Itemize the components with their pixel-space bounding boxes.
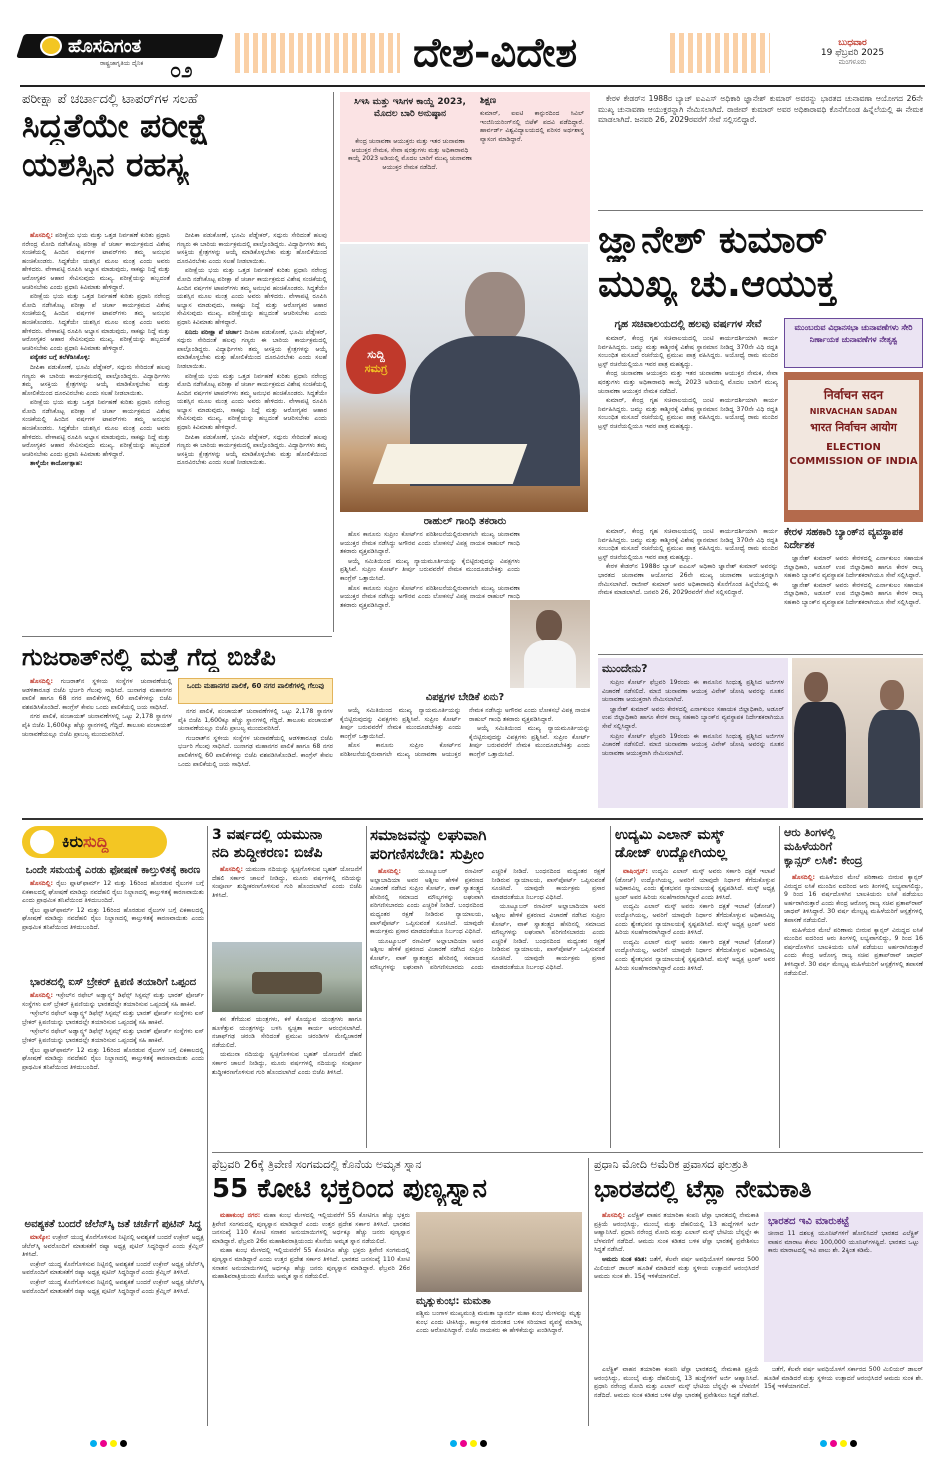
sc-divider bbox=[610, 826, 611, 1148]
next-rule bbox=[598, 654, 923, 655]
cec-home-text: ಕುಮಾರ್, ಕೇಂದ್ರ ಗೃಹ ಸಚಿವಾಲಯದಲ್ಲಿ ಜಂಟಿ ಕಾರ್ಯದರ್ಶಿಯಾಗಿ ಕಾರ್ಯ ನಿರ್ವಹಿಸಿದ್ದರು. ಜಮ್ಮು ಮತ್ತು ಕಾಶ್ಮೀರಕ್ಕೆ ವಿಶೇಷ ಸ್ಥಾನಮಾನ ನೀಡಿದ್ದ 370ನೇ ವಿಧಿ ರದ್ದತಿ ಸಂಬಂಧಿತ ಮಸೂದೆ ರಚನೆಯಲ್ಲಿ ಪ್ರಮುಖ ಪಾತ್ರ ವಹಿಸಿದ್ದರು. ಅಯೋಧ್ಯೆ ರಾಮ ಮಂದಿರ ಟ್ರಸ್ಟ್ ರಚನೆಯಲ್ಲಿಯೂ ಇವರ ಪಾತ್ರ ಮಹತ್ವದ್ದು. ಕೇಂದ್ರ ಚುನಾವಣಾ ಆಯುಕ್ತರು ಮತ್ತು ಇತರ ಚುನಾವಣಾ ಆಯುಕ್ತರ ನೇಮಕ, ಸೇವಾ ಷರತ್ತುಗಳು ಮತ್ತು ಅಧಿಕಾರಾವಧಿ ಕಾಯ್ದೆ 2023 ಅಡಿಯಲ್ಲಿ ಮೊದಲ ಬಾರಿಗೆ ಮುಖ್ಯ ಚುನಾವಣಾ ಆಯುಕ್ತರ ನೇಮಕ ನಡೆದಿದೆ. ಕುಮಾರ್, ಕೇಂದ್ರ ಗೃಹ ಸಚಿವಾಲಯದಲ್ಲಿ ಜಂಟಿ ಕಾರ್ಯದರ್ಶಿಯಾಗಿ ಕಾರ್ಯ ನಿರ್ವಹಿಸಿದ್ದರು. ಜಮ್ಮು ಮತ್ತು ಕಾಶ್ಮೀರಕ್ಕೆ ವಿಶೇಷ ಸ್ಥಾನಮಾನ ನೀಡಿದ್ದ 370ನೇ ವಿಧಿ ರದ್ದತಿ ಸಂಬಂಧಿತ ಮಸೂದೆ ರಚನೆಯಲ್ಲಿ ಪ್ರಮುಖ ಪಾತ್ರ ವಹಿಸಿದ್ದರು. ಅಯೋಧ್ಯೆ ರಾಮ ಮಂದಿರ ಟ್ರಸ್ಟ್ ರಚನೆಯಲ್ಲಿಯೂ ಇವರ ಪಾತ್ರ ಮಹತ್ವದ್ದು. bbox=[598, 335, 778, 430]
yamuna-divider bbox=[366, 826, 367, 1148]
kiru-item-text: ಮಾಸ್ಕೋ: ಉಕ್ರೇನ್ ಯುದ್ಧ ಕೊನೆಗೊಳಿಸುವ ನಿಟ್ಟಿನಲ್ಲಿ ಅವಶ್ಯಕತೆ ಬಂದರೆ ಉಕ್ರೇನ್ ಅಧ್ಯಕ್ಷ ಜೆಲೆನ್‌ಸ್ಕಿ ಅವರೊಂದಿಗೆ ಮಾತುಕತೆಗೆ ರಷ್ಯಾ ಅಧ್ಯಕ್ಷ ಪುಟಿನ್ ಸಿದ್ಧರಿದ್ದಾರೆ ಎಂದು ಕ್ರೆಮ್ಲಿನ್ ತಿಳಿಸಿದೆ. ಉಕ್ರೇನ್ ಯುದ್ಧ ಕೊನೆಗೊಳಿಸುವ ನಿಟ್ಟಿನಲ್ಲಿ ಅವಶ್ಯಕತೆ ಬಂದರೆ ಉಕ್ರೇನ್ ಅಧ್ಯಕ್ಷ ಜೆಲೆನ್‌ಸ್ಕಿ ಅವರೊಂದಿಗೆ ಮಾತುಕತೆಗೆ ರಷ್ಯಾ ಅಧ್ಯಕ್ಷ ಪುಟಿನ್ ಸಿದ್ಧರಿದ್ದಾರೆ ಎಂದು ಕ್ರೆಮ್ಲಿನ್ ತಿಳಿಸಿದೆ. ಉಕ್ರೇನ್ ಯುದ್ಧ ಕೊನೆಗೊಳಿಸುವ ನಿಟ್ಟಿನಲ್ಲಿ ಅವಶ್ಯಕತೆ ಬಂದರೆ ಉಕ್ರೇನ್ ಅಧ್ಯಕ್ಷ ಜೆಲೆನ್‌ಸ್ಕಿ ಅವರೊಂದಿಗೆ ಮಾತುಕತೆಗೆ ರಷ್ಯಾ ಅಧ್ಯಕ್ಷ ಪುಟಿನ್ ಸಿದ್ಧರಿದ್ದಾರೆ ಎಂದು ಕ್ರೆಮ್ಲಿನ್ ತಿಳಿಸಿದೆ. bbox=[22, 1234, 204, 1295]
rahul-text: ಹೊಸ ಕಾನೂನು ಸುಪ್ರೀಂ ಕೋರ್ಟ್‌ನ ಪರಿಶೀಲನೆಯಲ್ಲಿರುವಾಗಲೇ ಮುಖ್ಯ ಚುನಾವಣಾ ಆಯುಕ್ತರ ನೇಮಕ ನಡೆಸಿದ್ದು ಅಗೌರವ ಎಂದು ಲೋಕಸಭೆ ವಿಪಕ್ಷ ನಾಯಕ ರಾಹುಲ್ ಗಾಂಧಿ ತಕರಾರು ವ್ಯಕ್ತಪಡಿಸಿದ್ದಾರೆ. ಆಯ್ಕೆ ಸಮಿತಿಯಿಂದ ಮುಖ್ಯ ನ್ಯಾಯಮೂರ್ತಿಯನ್ನು ಕೈಬಿಟ್ಟಿರುವುದನ್ನು ವಿಪಕ್ಷಗಳು ಪ್ರಶ್ನಿಸಿವೆ. ಸುಪ್ರೀಂ ಕೋರ್ಟ್ ತೀರ್ಪು ಬರುವವರೆಗೆ ನೇಮಕ ಮುಂದೂಡಬೇಕಿತ್ತು ಎಂದು ಕಾಂಗ್ರೆಸ್ ಒತ್ತಾಯಿಸಿದೆ. ಹೊಸ ಕಾನೂನು ಸುಪ್ರೀಂ ಕೋರ್ಟ್‌ನ ಪರಿಶೀಲನೆಯಲ್ಲಿರುವಾಗಲೇ ಮುಖ್ಯ ಚುನಾವಣಾ ಆಯುಕ್ತರ ನೇಮಕ ನಡೆಸಿದ್ದು ಅಗೌರವ ಎಂದು ಲೋಕಸಭೆ ವಿಪಕ್ಷ ನಾಯಕ ರಾಹುಲ್ ಗಾಂಧಿ ತಕರಾರು ವ್ಯಕ್ತಪಡಿಸಿದ್ದಾರೆ. bbox=[340, 531, 520, 609]
sign-line-1: निर्वाचन सदन bbox=[823, 388, 884, 402]
orange-stripe-right bbox=[670, 33, 770, 73]
megaphone-icon bbox=[30, 830, 54, 854]
kiru-item-text: ಹೊಸದಿಲ್ಲಿ: ಇಸ್ರೇಲ್‌ನ ರಫೇಲ್ ಅಡ್ವಾನ್ಸ್ಡ್ ಡಿಫೆನ್ಸ್ ಸಿಸ್ಟಮ್ಸ್ ಮತ್ತು ಭಾರತ್ ಫೋರ್ಜ್ ಸಂಸ್ಥೆಗಳು ಐಸ್ ಬ್ರೇಕರ್ ಕ್ಷಿಪಣಿಯನ್ನು ಭಾರತದಲ್ಲೇ ತಯಾರಿಸುವ ಒಪ್ಪಂದಕ್ಕೆ ಸಹಿ ಹಾಕಿವೆ. ಇಸ್ರೇಲ್‌ನ ರಫೇಲ್ ಅಡ್ವಾನ್ಸ್ಡ್ ಡಿಫೆನ್ಸ್ ಸಿಸ್ಟಮ್ಸ್ ಮತ್ತು ಭಾರತ್ ಫೋರ್ಜ್ ಸಂಸ್ಥೆಗಳು ಐಸ್ ಬ್ರೇಕರ್ ಕ್ಷಿಪಣಿಯನ್ನು ಭಾರತದಲ್ಲೇ ತಯಾರಿಸುವ ಒಪ್ಪಂದಕ್ಕೆ ಸಹಿ ಹಾಕಿವೆ. ಇಸ್ರೇಲ್‌ನ ರಫೇಲ್ ಅಡ್ವಾನ್ಸ್ಡ್ ಡಿಫೆನ್ಸ್ ಸಿಸ್ಟಮ್ಸ್ ಮತ್ತು ಭಾರತ್ ಫೋರ್ಜ್ ಸಂಸ್ಥೆಗಳು ಐಸ್ ಬ್ರೇಕರ್ ಕ್ಷಿಪಣಿಯನ್ನು ಭಾರತದಲ್ಲೇ ತಯಾರಿಸುವ ಒಪ್ಪಂದಕ್ಕೆ ಸಹಿ ಹಾಕಿವೆ. ರೈಲು ಪ್ಲಾಟ್‌ಫಾರ್ಮ್ 12 ಮತ್ತು 16ರಿಂದ ಹೊರಡುವ ರೈಲುಗಳ ಬಗ್ಗೆ ಏಕಕಾಲದಲ್ಲಿ ಘೋಷಣೆ ಮಾಡಿದ್ದು ನವದೆಹಲಿ ರೈಲು ನಿಲ್ದಾಣದಲ್ಲಿ ಕಾಲ್ತುಳಿತಕ್ಕೆ ಕಾರಣವಾಯಿತು ಎಂದು ಪ್ರಾಥಮಿಕ ತನಿಖೆಯಿಂದ ತಿಳಿದುಬಂದಿದೆ. bbox=[22, 992, 204, 1071]
cec-home bbox=[598, 318, 778, 535]
kiru-item-head: ಅವಶ್ಯಕತೆ ಬಂದರೆ ಜೆಲೆನ್‌ಸ್ಕಿ ಜತೆ ಚರ್ಚೆಗೆ ಪುಟಿನ್ ಸಿದ್ಧ bbox=[24, 1219, 202, 1230]
kerala-text: ಜ್ಞಾನೇಶ್ ಕುಮಾರ್ ಅವರು ಕೇರಳದಲ್ಲಿ ಎರ್ನಾಕುಲಂ ಸಹಾಯಕ ಜಿಲ್ಲಾಧಿಕಾರಿ, ಅಡೂರ್ ಉಪ ಜಿಲ್ಲಾಧಿಕಾರಿ ಹಾಗೂ ಕೇರಳ ರಾಜ್ಯ ಸಹಕಾರಿ ಬ್ಯಾಂಕ್‌ನ ವ್ಯವಸ್ಥಾಪಕ ನಿರ್ದೇಶಕರಾಗಿಯೂ ಸೇವೆ ಸಲ್ಲಿಸಿದ್ದಾರೆ. ಜ್ಞಾನೇಶ್ ಕುಮಾರ್ ಅವರು ಕೇರಳದಲ್ಲಿ ಎರ್ನಾಕುಲಂ ಸಹಾಯಕ ಜಿಲ್ಲಾಧಿಕಾರಿ, ಅಡೂರ್ ಉಪ ಜಿಲ್ಲಾಧಿಕಾರಿ ಹಾಗೂ ಕೇರಳ ರಾಜ್ಯ ಸಹಕಾರಿ ಬ್ಯಾಂಕ್‌ನ ವ್ಯವಸ್ಥಾಪಕ ನಿರ್ದೇಶಕರಾಗಿಯೂ ಸೇವೆ ಸಲ್ಲಿಸಿದ್ದಾರೆ. bbox=[784, 555, 923, 606]
boat-shape bbox=[252, 972, 322, 994]
musk-text: ವಾಷಿಂಗ್ಟನ್: ಉದ್ಯಮಿ ಎಲಾನ್ ಮಸ್ಕ್ ಅವರು ಸರ್ಕಾರಿ ದಕ್ಷತೆ ಇಲಾಖೆ (ಡೋಜ್) ಉದ್ಯೋಗಿಯಲ್ಲ, ಅವರಿಗೆ ಯಾವುದೇ ನಿರ್ಧಾರ ತೆಗೆದುಕೊಳ್ಳುವ ಅಧಿಕಾರವಿಲ್ಲ ಎಂದು ಶ್ವೇತಭವನ ನ್ಯಾಯಾಲಯಕ್ಕೆ ಸ್ಪಷ್ಟಪಡಿಸಿದೆ. ಮಸ್ಕ್ ಅಧ್ಯಕ್ಷ ಟ್ರಂಪ್ ಅವರ ಹಿರಿಯ ಸಲಹೆಗಾರರಾಗಿದ್ದಾರೆ ಎಂದು ತಿಳಿಸಿದೆ. ಉದ್ಯಮಿ ಎಲಾನ್ ಮಸ್ಕ್ ಅವರು ಸರ್ಕಾರಿ ದಕ್ಷತೆ ಇಲಾಖೆ (ಡೋಜ್) ಉದ್ಯೋಗಿಯಲ್ಲ, ಅವರಿಗೆ ಯಾವುದೇ ನಿರ್ಧಾರ ತೆಗೆದುಕೊಳ್ಳುವ ಅಧಿಕಾರವಿಲ್ಲ ಎಂದು ಶ್ವೇತಭವನ ನ್ಯಾಯಾಲಯಕ್ಕೆ ಸ್ಪಷ್ಟಪಡಿಸಿದೆ. ಮಸ್ಕ್ ಅಧ್ಯಕ್ಷ ಟ್ರಂಪ್ ಅವರ ಹಿರಿಯ ಸಲಹೆಗಾರರಾಗಿದ್ದಾರೆ ಎಂದು ತಿಳಿಸಿದೆ. ಉದ್ಯಮಿ ಎಲಾನ್ ಮಸ್ಕ್ ಅವರು ಸರ್ಕಾರಿ ದಕ್ಷತೆ ಇಲಾಖೆ (ಡೋಜ್) ಉದ್ಯೋಗಿಯಲ್ಲ, ಅವರಿಗೆ ಯಾವುದೇ ನಿರ್ಧಾರ ತೆಗೆದುಕೊಳ್ಳುವ ಅಧಿಕಾರವಿಲ್ಲ ಎಂದು ಶ್ವೇತಭವನ ನ್ಯಾಯಾಲಯಕ್ಕೆ ಸ್ಪಷ್ಟಪಡಿಸಿದೆ. ಮಸ್ಕ್ ಅಧ್ಯಕ್ಷ ಟ್ರಂಪ್ ಅವರ ಹಿರಿಯ ಸಲಹೆಗಾರರಾಗಿದ್ದಾರೆ ಎಂದು ತಿಳಿಸಿದೆ. bbox=[615, 868, 775, 972]
cancer-headline-1: ಆರು ತಿಂಗಳಲ್ಲಿ bbox=[784, 826, 836, 839]
gujarat-col-1: ಹೊಸದಿಲ್ಲಿ: ಗುಜರಾತ್‌ನ ಸ್ಥಳೀಯ ಸಂಸ್ಥೆಗಳ ಚುನಾವಣೆಯಲ್ಲಿ ಆಡಳಿತಾರೂಢ ಬಿಜೆಪಿ ಭರ್ಜರಿ ಗೆಲುವು ಸಾಧಿಸಿದೆ. ಜುನಾಗಢ ಮಹಾನಗರ ಪಾಲಿಕೆ ಹಾಗೂ 68 ನಗರ ಪಾಲಿಕೆಗಳಲ್ಲಿ 60 ಪಾಲಿಕೆಗಳನ್ನು ಬಿಜೆಪಿ ವಶಪಡಿಸಿಕೊಂಡಿದೆ. ಕಾಂಗ್ರೆಸ್ ಕೇವಲ ಒಂದು ಪಾಲಿಕೆಯಲ್ಲಿ ಜಯ ಸಾಧಿಸಿದೆ. ನಗರ ಪಾಲಿಕೆ, ಪಂಚಾಯತ್ ಚುನಾವಣೆಗಳಲ್ಲಿ ಒಟ್ಟು 2,178 ಸ್ಥಾನಗಳ ಪೈಕಿ ಬಿಜೆಪಿ 1,600ಕ್ಕೂ ಹೆಚ್ಚು ಸ್ಥಾನಗಳಲ್ಲಿ ಗೆದ್ದಿದೆ. ತಾಲೂಕು ಪಂಚಾಯತ್ ಚುನಾವಣೆಯಲ್ಲೂ ಬಿಜೆಪಿ ಪ್ರಾಬಲ್ಯ ಮುಂದುವರಿಸಿದೆ. bbox=[22, 678, 172, 738]
kumbh-photo bbox=[416, 1212, 582, 1292]
cec-headline-2: ಮುಖ್ಯ ಚು.ಆಯುಕ್ತ bbox=[598, 262, 837, 305]
yamuna-headline-2: ನದಿ ಶುದ್ಧೀಕರಣ: ಬಿಜೆಪಿ bbox=[212, 845, 323, 861]
exam-col-2: ದೀಪಿಕಾ ಪಡುಕೋಣೆ, ಭೂಮಿ ಪೆಡ್ನೇಕರ್, ಸದ್ಗುರು ಸೇರಿದಂತೆ ಹಲವು ಗಣ್ಯರು ಈ ಬಾರಿಯ ಕಾರ್ಯಕ್ರಮದಲ್ಲಿ ಪಾಲ್ಗೊಂಡಿದ್ದರು. ವಿದ್ಯಾರ್ಥಿಗಳು ತಮ್ಮ ಆಸಕ್ತಿಯ ಕ್ಷೇತ್ರಗಳನ್ನು ಆಯ್ಕೆ ಮಾಡಿಕೊಳ್ಳಬೇಕು ಮತ್ತು ಹೋಲಿಕೆಯಿಂದ ದೂರವಿರಬೇಕು ಎಂದು ಸಲಹೆ ನೀಡಲಾಯಿತು. ಪರೀಕ್ಷೆಯ ಭಯ ಮತ್ತು ಒತ್ತಡ ನಿರ್ವಹಣೆ ಕುರಿತು ಪ್ರಧಾನಿ ನರೇಂದ್ರ ಮೋದಿ ನಡೆಸಿಕೊಟ್ಟ ಪರೀಕ್ಷಾ ಪೆ ಚರ್ಚಾ ಕಾರ್ಯಕ್ರಮದ ವಿಶೇಷ ಸಂಚಿಕೆಯಲ್ಲಿ ಹಿಂದಿನ ವರ್ಷಗಳ ಟಾಪರ್‌ಗಳು ತಮ್ಮ ಅನುಭವ ಹಂಚಿಕೊಂಡರು. ಸಿದ್ಧತೆಯೇ ಯಶಸ್ಸಿನ ಮೂಲ ಮಂತ್ರ ಎಂದು ಅವರು ಹೇಳಿದರು. ವೇಳಾಪಟ್ಟಿ ರೂಪಿಸಿ ಅಭ್ಯಾಸ ಮಾಡುವುದು, ಸಾಕಷ್ಟು ನಿದ್ದೆ ಮತ್ತು ಆರೋಗ್ಯಕರ ಆಹಾರ ಸೇವಿಸುವುದು ಮುಖ್ಯ. ಪರೀಕ್ಷೆಯನ್ನು ಹಬ್ಬದಂತೆ ಆಚರಿಸಬೇಕು ಎಂದು ಪ್ರಧಾನಿ ಕಿವಿಮಾತು ಹೇಳಿದ್ದಾರೆ. ಏನಿದು ಪರೀಕ್ಷಾ ಪೆ ಚರ್ಚಾ: ದೀಪಿಕಾ ಪಡುಕೋಣೆ, ಭೂಮಿ ಪೆಡ್ನೇಕರ್, ಸದ್ಗುರು ಸೇರಿದಂತೆ ಹಲವು ಗಣ್ಯರು ಈ ಬಾರಿಯ ಕಾರ್ಯಕ್ರಮದಲ್ಲಿ ಪಾಲ್ಗೊಂಡಿದ್ದರು. ವಿದ್ಯಾರ್ಥಿಗಳು ತಮ್ಮ ಆಸಕ್ತಿಯ ಕ್ಷೇತ್ರಗಳನ್ನು ಆಯ್ಕೆ ಮಾಡಿಕೊಳ್ಳಬೇಕು ಮತ್ತು ಹೋಲಿಕೆಯಿಂದ ದೂರವಿರಬೇಕು ಎಂದು ಸಲಹೆ ನೀಡಲಾಯಿತು. ಪರೀಕ್ಷೆಯ ಭಯ ಮತ್ತು ಒತ್ತಡ ನಿರ್ವಹಣೆ ಕುರಿತು ಪ್ರಧಾನಿ ನರೇಂದ್ರ ಮೋದಿ ನಡೆಸಿಕೊಟ್ಟ ಪರೀಕ್ಷಾ ಪೆ ಚರ್ಚಾ ಕಾರ್ಯಕ್ರಮದ ವಿಶೇಷ ಸಂಚಿಕೆಯಲ್ಲಿ ಹಿಂದಿನ ವರ್ಷಗಳ ಟಾಪರ್‌ಗಳು ತಮ್ಮ ಅನುಭವ ಹಂಚಿಕೊಂಡರು. ಸಿದ್ಧತೆಯೇ ಯಶಸ್ಸಿನ ಮೂಲ ಮಂತ್ರ ಎಂದು ಅವರು ಹೇಳಿದರು. ವೇಳಾಪಟ್ಟಿ ರೂಪಿಸಿ ಅಭ್ಯಾಸ ಮಾಡುವುದು, ಸಾಕಷ್ಟು ನಿದ್ದೆ ಮತ್ತು ಆರೋಗ್ಯಕರ ಆಹಾರ ಸೇವಿಸುವುದು ಮುಖ್ಯ. ಪರೀಕ್ಷೆಯನ್ನು ಹಬ್ಬದಂತೆ ಆಚರಿಸಬೇಕು ಎಂದು ಪ್ರಧಾನಿ ಕಿವಿಮಾತು ಹೇಳಿದ್ದಾರೆ. ದೀಪಿಕಾ ಪಡುಕೋಣೆ, ಭೂಮಿ ಪೆಡ್ನೇಕರ್, ಸದ್ಗುರು ಸೇರಿದಂತೆ ಹಲವು ಗಣ್ಯರು ಈ ಬಾರಿಯ ಕಾರ್ಯಕ್ರಮದಲ್ಲಿ ಪಾಲ್ಗೊಂಡಿದ್ದರು. ವಿದ್ಯಾರ್ಥಿಗಳು ತಮ್ಮ ಆಸಕ್ತಿಯ ಕ್ಷೇತ್ರಗಳನ್ನು ಆಯ್ಕೆ ಮಾಡಿಕೊಳ್ಳಬೇಕು ಮತ್ತು ಹೋಲಿಕೆಯಿಂದ ದೂರವಿರಬೇಕು ಎಂದು ಸಲಹೆ ನೀಡಲಾಯಿತು. bbox=[177, 232, 327, 467]
kumbh-text: ಮಹಾಕುಂಭ ನಗರ: ಮಹಾ ಕುಂಭ ಮೇಳದಲ್ಲಿ ಇಲ್ಲಿಯವರೆಗೆ 55 ಕೋಟಿಗೂ ಹೆಚ್ಚು ಭಕ್ತರು ತ್ರಿವೇಣಿ ಸಂಗಮದಲ್ಲಿ ಪುಣ್ಯಸ್ನಾನ ಮಾಡಿದ್ದಾರೆ ಎಂದು ಉತ್ತರ ಪ್ರದೇಶ ಸರ್ಕಾರ ತಿಳಿಸಿದೆ. ಭಾರತದ ಜನಸಂಖ್ಯೆ 110 ಕೋಟಿ ಸನಾತನ ಅನುಯಾಯಿಗಳಲ್ಲಿ ಅರ್ಧಕ್ಕೂ ಹೆಚ್ಚು ಜನರು ಪುಣ್ಯಸ್ನಾನ ಮಾಡಿದ್ದಾರೆ. ಫೆಬ್ರವರಿ 26ರ ಮಹಾಶಿವರಾತ್ರಿಯಂದು ಕೊನೆಯ ಅಮೃತ ಸ್ನಾನ ನಡೆಯಲಿದೆ. ಮಹಾ ಕುಂಭ ಮೇಳದಲ್ಲಿ ಇಲ್ಲಿಯವರೆಗೆ 55 ಕೋಟಿಗೂ ಹೆಚ್ಚು ಭಕ್ತರು ತ್ರಿವೇಣಿ ಸಂಗಮದಲ್ಲಿ ಪುಣ್ಯಸ್ನಾನ ಮಾಡಿದ್ದಾರೆ ಎಂದು ಉತ್ತರ ಪ್ರದೇಶ ಸರ್ಕಾರ ತಿಳಿಸಿದೆ. ಭಾರತದ ಜನಸಂಖ್ಯೆ 110 ಕೋಟಿ ಸನಾತನ ಅನುಯಾಯಿಗಳಲ್ಲಿ ಅರ್ಧಕ್ಕೂ ಹೆಚ್ಚು ಜನರು ಪುಣ್ಯಸ್ನಾನ ಮಾಡಿದ್ದಾರೆ. ಫೆಬ್ರವರಿ 26ರ ಮಹಾಶಿವರಾತ್ರಿಯಂದು ಕೊನೆಯ ಅಮೃತ ಸ್ನಾನ ನಡೆಯಲಿದೆ. bbox=[212, 1212, 410, 1281]
exam-col-1: ಹೊಸದಿಲ್ಲಿ: ಪರೀಕ್ಷೆಯ ಭಯ ಮತ್ತು ಒತ್ತಡ ನಿರ್ವಹಣೆ ಕುರಿತು ಪ್ರಧಾನಿ ನರೇಂದ್ರ ಮೋದಿ ನಡೆಸಿಕೊಟ್ಟ ಪರೀಕ್ಷಾ ಪೆ ಚರ್ಚಾ ಕಾರ್ಯಕ್ರಮದ ವಿಶೇಷ ಸಂಚಿಕೆಯಲ್ಲಿ ಹಿಂದಿನ ವರ್ಷಗಳ ಟಾಪರ್‌ಗಳು ತಮ್ಮ ಅನುಭವ ಹಂಚಿಕೊಂಡರು. ಸಿದ್ಧತೆಯೇ ಯಶಸ್ಸಿನ ಮೂಲ ಮಂತ್ರ ಎಂದು ಅವರು ಹೇಳಿದರು. ವೇಳಾಪಟ್ಟಿ ರೂಪಿಸಿ ಅಭ್ಯಾಸ ಮಾಡುವುದು, ಸಾಕಷ್ಟು ನಿದ್ದೆ ಮತ್ತು ಆರೋಗ್ಯಕರ ಆಹಾರ ಸೇವಿಸುವುದು ಮುಖ್ಯ. ಪರೀಕ್ಷೆಯನ್ನು ಹಬ್ಬದಂತೆ ಆಚರಿಸಬೇಕು ಎಂದು ಪ್ರಧಾನಿ ಕಿವಿಮಾತು ಹೇಳಿದ್ದಾರೆ. ಪರೀಕ್ಷೆಯ ಭಯ ಮತ್ತು ಒತ್ತಡ ನಿರ್ವಹಣೆ ಕುರಿತು ಪ್ರಧಾನಿ ನರೇಂದ್ರ ಮೋದಿ ನಡೆಸಿಕೊಟ್ಟ ಪರೀಕ್ಷಾ ಪೆ ಚರ್ಚಾ ಕಾರ್ಯಕ್ರಮದ ವಿಶೇಷ ಸಂಚಿಕೆಯಲ್ಲಿ ಹಿಂದಿನ ವರ್ಷಗಳ ಟಾಪರ್‌ಗಳು ತಮ್ಮ ಅನುಭವ ಹಂಚಿಕೊಂಡರು. ಸಿದ್ಧತೆಯೇ ಯಶಸ್ಸಿನ ಮೂಲ ಮಂತ್ರ ಎಂದು ಅವರು ಹೇಳಿದರು. ವೇಳಾಪಟ್ಟಿ ರೂಪಿಸಿ ಅಭ್ಯಾಸ ಮಾಡುವುದು, ಸಾಕಷ್ಟು ನಿದ್ದೆ ಮತ್ತು ಆರೋಗ್ಯಕರ ಆಹಾರ ಸೇವಿಸುವುದು ಮುಖ್ಯ. ಪರೀಕ್ಷೆಯನ್ನು ಹಬ್ಬದಂತೆ ಆಚರಿಸಬೇಕು ಎಂದು ಪ್ರಧಾನಿ ಕಿವಿಮಾತು ಹೇಳಿದ್ದಾರೆ. ಪಠ್ಯೇತರ ಬಗ್ಗೆ ತಲೆಕೆಡಿಸಿಕೊಳ್ಳಿ: ದೀಪಿಕಾ ಪಡುಕೋಣೆ, ಭೂಮಿ ಪೆಡ್ನೇಕರ್, ಸದ್ಗುರು ಸೇರಿದಂತೆ ಹಲವು ಗಣ್ಯರು ಈ ಬಾರಿಯ ಕಾರ್ಯಕ್ರಮದಲ್ಲಿ ಪಾಲ್ಗೊಂಡಿದ್ದರು. ವಿದ್ಯಾರ್ಥಿಗಳು ತಮ್ಮ ಆಸಕ್ತಿಯ ಕ್ಷೇತ್ರಗಳನ್ನು ಆಯ್ಕೆ ಮಾಡಿಕೊಳ್ಳಬೇಕು ಮತ್ತು ಹೋಲಿಕೆಯಿಂದ ದೂರವಿರಬೇಕು ಎಂದು ಸಲಹೆ ನೀಡಲಾಯಿತು. ಪರೀಕ್ಷೆಯ ಭಯ ಮತ್ತು ಒತ್ತಡ ನಿರ್ವಹಣೆ ಕುರಿತು ಪ್ರಧಾನಿ ನರೇಂದ್ರ ಮೋದಿ ನಡೆಸಿಕೊಟ್ಟ ಪರೀಕ್ಷಾ ಪೆ ಚರ್ಚಾ ಕಾರ್ಯಕ್ರಮದ ವಿಶೇಷ ಸಂಚಿಕೆಯಲ್ಲಿ ಹಿಂದಿನ ವರ್ಷಗಳ ಟಾಪರ್‌ಗಳು ತಮ್ಮ ಅನುಭವ ಹಂಚಿಕೊಂಡರು. ಸಿದ್ಧತೆಯೇ ಯಶಸ್ಸಿನ ಮೂಲ ಮಂತ್ರ ಎಂದು ಅವರು ಹೇಳಿದರು. ವೇಳಾಪಟ್ಟಿ ರೂಪಿಸಿ ಅಭ್ಯಾಸ ಮಾಡುವುದು, ಸಾಕಷ್ಟು ನಿದ್ದೆ ಮತ್ತು ಆರೋಗ್ಯಕರ ಆಹಾರ ಸೇವಿಸುವುದು ಮುಖ್ಯ. ಪರೀಕ್ಷೆಯನ್ನು ಹಬ್ಬದಂತೆ ಆಚರಿಸಬೇಕು ಎಂದು ಪ್ರಧಾನಿ ಕಿವಿಮಾತು ಹೇಳಿದ್ದಾರೆ. ತಾಳ್ಮೆಯೇ ಕಾರ್ಯೋತ್ಸಾಹ: bbox=[22, 232, 170, 468]
lower-rule bbox=[22, 818, 923, 820]
yamuna-text-bottom: ಕಸ ತೆಗೆಯುವ ಯಂತ್ರಗಳು, ಕಳೆ ಕೊಯ್ಯುವ ಯಂತ್ರಗಳು ಹಾಗೂ ಹೂಳೆತ್ತುವ ಯಂತ್ರಗಳನ್ನು ಬಳಸಿ ಸ್ವಚ್ಛತಾ ಕಾರ್ಯ ಆರಂಭಿಸಲಾಗಿದೆ. ನಜಾಫ್‌ಗಢ ಚರಂಡಿ ಸೇರಿದಂತೆ ಪ್ರಮುಖ ಚರಂಡಿಗಳ ಮೇಲ್ವಿಚಾರಣೆ ನಡೆಯಲಿದೆ. ಯಮುನಾ ನದಿಯನ್ನು ಸ್ವಚ್ಛಗೊಳಿಸುವ ಬೃಹತ್ ಯೋಜನೆಗೆ ದೆಹಲಿ ಸರ್ಕಾರ ಚಾಲನೆ ನೀಡಿದ್ದು, ಮೂರು ವರ್ಷಗಳಲ್ಲಿ ನದಿಯನ್ನು ಸಂಪೂರ್ಣ ಶುದ್ಧೀಕರಣಗೊಳಿಸುವ ಗುರಿ ಹೊಂದಲಾಗಿದೆ ಎಂದು ಬಿಜೆಪಿ ತಿಳಿಸಿದೆ. bbox=[212, 1016, 362, 1076]
lamp-icon bbox=[40, 36, 62, 56]
rahul-body-shape bbox=[524, 640, 576, 688]
gujarat-dateline: ಹೊಸದಿಲ್ಲಿ: bbox=[30, 678, 53, 685]
exam-kicker: ಪರೀಕ್ಷಾ ಪೆ ಚರ್ಚಾದಲ್ಲಿ ಟಾಪರ್‌ಗಳ ಸಲಹೆ bbox=[22, 92, 198, 107]
cec-purple-box bbox=[784, 318, 923, 368]
gujarat-col-2: ನಗರ ಪಾಲಿಕೆ, ಪಂಚಾಯತ್ ಚುನಾವಣೆಗಳಲ್ಲಿ ಒಟ್ಟು 2,178 ಸ್ಥಾನಗಳ ಪೈಕಿ ಬಿಜೆಪಿ 1,600ಕ್ಕೂ ಹೆಚ್ಚು ಸ್ಥಾನಗಳಲ್ಲಿ ಗೆದ್ದಿದೆ. ತಾಲೂಕು ಪಂಚಾಯತ್ ಚುನಾವಣೆಯಲ್ಲೂ ಬಿಜೆಪಿ ಪ್ರಾಬಲ್ಯ ಮುಂದುವರಿಸಿದೆ. ಗುಜರಾತ್‌ನ ಸ್ಥಳೀಯ ಸಂಸ್ಥೆಗಳ ಚುನಾವಣೆಯಲ್ಲಿ ಆಡಳಿತಾರೂಢ ಬಿಜೆಪಿ ಭರ್ಜರಿ ಗೆಲುವು ಸಾಧಿಸಿದೆ. ಜುನಾಗಢ ಮಹಾನಗರ ಪಾಲಿಕೆ ಹಾಗೂ 68 ನಗರ ಪಾಲಿಕೆಗಳಲ್ಲಿ 60 ಪಾಲಿಕೆಗಳನ್ನು ಬಿಜೆಪಿ ವಶಪಡಿಸಿಕೊಂಡಿದೆ. ಕಾಂಗ್ರೆಸ್ ಕೇವಲ ಒಂದು ಪಾಲಿಕೆಯಲ್ಲಿ ಜಯ ಸಾಧಿಸಿದೆ. bbox=[178, 708, 333, 768]
person-left-head bbox=[804, 672, 828, 702]
exam-subhead-2: ಪಠ್ಯೇತರ ಬಗ್ಗೆ ತಲೆಕೆಡಿಸಿಕೊಳ್ಳಿ: bbox=[30, 354, 91, 362]
gujarat-story bbox=[22, 642, 332, 672]
kiru-item-1 bbox=[22, 864, 204, 958]
tesla-text-3: ಎಲೆಕ್ಟ್ರಿಕ್ ವಾಹನ ತಯಾರಿಕಾ ಕಂಪನಿ ಟೆಸ್ಲಾ ಭಾರತದಲ್ಲಿ ನೇಮಕಾತಿ ಪ್ರಕ್ರಿಯೆ ಆರಂಭಿಸಿದ್ದು, ಮುಂಬೈ ಮತ್ತು ದೆಹಲಿಯಲ್ಲಿ 13 ಹುದ್ದೆಗಳಿಗೆ ಅರ್ಜಿ ಆಹ್ವಾನಿಸಿದೆ. ಪ್ರಧಾನಿ ನರೇಂದ್ರ ಮೋದಿ ಮತ್ತು ಎಲಾನ್ ಮಸ್ಕ್ ಭೇಟಿಯ ಬೆನ್ನಲ್ಲೇ ಈ ಬೆಳವಣಿಗೆ ನಡೆದಿದೆ. ಆಮದು ಸುಂಕ ಕಡಿತದ ಬಳಿಕ ಟೆಸ್ಲಾ ಭಾರತಕ್ಕೆ ಪ್ರವೇಶಿಸಲು ಸಿದ್ಧತೆ ನಡೆಸಿದೆ. bbox=[594, 1366, 759, 1399]
sign-line-4: ELECTION COMMISSION OF INDIA bbox=[789, 442, 918, 467]
sign-line-3: भारत निर्वाचन आयोग bbox=[810, 421, 897, 434]
cec-pink-left-head: ಸಿಇಸಿ ಮತ್ತು ಇಸಿಗಳ ಕಾಯ್ದೆ 2023, ಮೊದಲ ಬಾರಿ ಅನುಷ್ಠಾನ bbox=[354, 97, 466, 119]
sc-headline-2: ಪರಿಗಣಿಸಬೇಡಿ: ಸುಪ್ರೀಂ bbox=[370, 845, 485, 863]
yamuna-text-top: ಹೊಸದಿಲ್ಲಿ: ಯಮುನಾ ನದಿಯನ್ನು ಸ್ವಚ್ಛಗೊಳಿಸುವ ಬೃಹತ್ ಯೋಜನೆಗೆ ದೆಹಲಿ ಸರ್ಕಾರ ಚಾಲನೆ ನೀಡಿದ್ದು, ಮೂರು ವರ್ಷಗಳಲ್ಲಿ ನದಿಯನ್ನು ಸಂಪೂರ್ಣ ಶುದ್ಧೀಕರಣಗೊಳಿಸುವ ಗುರಿ ಹೊಂದಲಾಗಿದೆ ಎಂದು ಬಿಜೆಪಿ ತಿಳಿಸಿದೆ. bbox=[212, 866, 362, 899]
badge-line-2: ಸಮಗ್ರ bbox=[364, 362, 388, 375]
exam-headline-1: ಸಿದ್ಧತೆಯೇ ಪರೀಕ್ಷೆ bbox=[22, 107, 210, 145]
kiru-label-b: ಸುದ್ದಿ bbox=[83, 832, 109, 851]
section-title: ದೇಶ-ವಿದೇಶ bbox=[413, 30, 578, 76]
gujarat-callout bbox=[178, 678, 333, 704]
kumbh-sub-head: ಮೃತ್ಯುಕುಂಭ: ಮಮತಾ bbox=[416, 1296, 491, 1307]
exam-dateline: ಹೊಸದಿಲ್ಲಿ: bbox=[30, 232, 53, 239]
person-right-head bbox=[880, 680, 904, 710]
person-right-body bbox=[868, 710, 920, 808]
cec-mid-text: ಕುಮಾರ್, ಕೇಂದ್ರ ಗೃಹ ಸಚಿವಾಲಯದಲ್ಲಿ ಜಂಟಿ ಕಾರ್ಯದರ್ಶಿಯಾಗಿ ಕಾರ್ಯ ನಿರ್ವಹಿಸಿದ್ದರು. ಜಮ್ಮು ಮತ್ತು ಕಾಶ್ಮೀರಕ್ಕೆ ವಿಶೇಷ ಸ್ಥಾನಮಾನ ನೀಡಿದ್ದ 370ನೇ ವಿಧಿ ರದ್ದತಿ ಸಂಬಂಧಿತ ಮಸೂದೆ ರಚನೆಯಲ್ಲಿ ಪ್ರಮುಖ ಪಾತ್ರ ವಹಿಸಿದ್ದರು. ಅಯೋಧ್ಯೆ ರಾಮ ಮಂದಿರ ಟ್ರಸ್ಟ್ ರಚನೆಯಲ್ಲಿಯೂ ಇವರ ಪಾತ್ರ ಮಹತ್ವದ್ದು. ಕೇರಳ ಕೇಡರ್‌ನ 1988ರ ಬ್ಯಾಚ್ ಐಎಎಸ್ ಅಧಿಕಾರಿ ಜ್ಞಾನೇಶ್ ಕುಮಾರ್ ಅವರನ್ನು ಭಾರತದ ಚುನಾವಣಾ ಆಯೋಗದ 26ನೇ ಮುಖ್ಯ ಚುನಾವಣಾ ಆಯುಕ್ತರನ್ನಾಗಿ ನೇಮಿಸಲಾಗಿದೆ. ರಾಜೀವ್ ಕುಮಾರ್ ಅವರ ಅಧಿಕಾರಾವಧಿ ಕೊನೆಗೊಂಡ ಹಿನ್ನೆಲೆಯಲ್ಲಿ ಈ ನೇಮಕ ಮಾಡಲಾಗಿದೆ. ಜನವರಿ 26, 2029ರವರೆಗೆ ಸೇವೆ ಸಲ್ಲಿಸಲಿದ್ದಾರೆ. bbox=[598, 528, 778, 597]
cec-purple-text: ಮುಂಬರುವ ವಿಧಾನಸಭಾ ಚುನಾವಣೆಗಳು ಸೇರಿ ನಿರ್ಣಾಯಕ ಚುನಾವಣೆಗಳ ನೇತೃತ್ವ bbox=[794, 323, 913, 344]
kiru-item-head: ಒಂದೇ ಸಮಯಕ್ಕೆ ಎರಡು ಫೋಷಣೆ ಕಾಲ್ತುಳಿತಕ್ಕೆ ಕಾರಣ bbox=[25, 865, 201, 876]
masthead-logo bbox=[20, 30, 225, 82]
musk-story bbox=[615, 826, 775, 862]
city: ಮಂಗಳೂರು bbox=[838, 58, 867, 66]
cec-headline bbox=[598, 218, 923, 306]
exam-subhead-1: ಏನಿದು ಪರೀಕ್ಷಾ ಪೆ ಚರ್ಚಾ: bbox=[185, 328, 242, 336]
col-divider bbox=[333, 92, 334, 632]
kumbh-kicker: ಫೆಬ್ರವರಿ 26ಕ್ಕೆ ತ್ರಿವೇಣಿ ಸಂಗಮದಲ್ಲಿ ಕೊನೆಯ ಅಮೃತ ಸ್ನಾನ bbox=[212, 1158, 422, 1171]
suddi-badge bbox=[346, 334, 406, 394]
person-head bbox=[465, 272, 525, 344]
tesla-box bbox=[764, 1212, 923, 1362]
opp-story bbox=[340, 692, 590, 807]
cec-pink-box bbox=[340, 92, 590, 242]
opp-text: ಆಯ್ಕೆ ಸಮಿತಿಯಿಂದ ಮುಖ್ಯ ನ್ಯಾಯಮೂರ್ತಿಯನ್ನು ಕೈಬಿಟ್ಟಿರುವುದನ್ನು ವಿಪಕ್ಷಗಳು ಪ್ರಶ್ನಿಸಿವೆ. ಸುಪ್ರೀಂ ಕೋರ್ಟ್ ತೀರ್ಪು ಬರುವವರೆಗೆ ನೇಮಕ ಮುಂದೂಡಬೇಕಿತ್ತು ಎಂದು ಕಾಂಗ್ರೆಸ್ ಒತ್ತಾಯಿಸಿದೆ. ಹೊಸ ಕಾನೂನು ಸುಪ್ರೀಂ ಕೋರ್ಟ್‌ನ ಪರಿಶೀಲನೆಯಲ್ಲಿರುವಾಗಲೇ ಮುಖ್ಯ ಚುನಾವಣಾ ಆಯುಕ್ತರ ನೇಮಕ ನಡೆಸಿದ್ದು ಅಗೌರವ ಎಂದು ಲೋಕಸಭೆ ವಿಪಕ್ಷ ನಾಯಕ ರಾಹುಲ್ ಗಾಂಧಿ ತಕರಾರು ವ್ಯಕ್ತಪಡಿಸಿದ್ದಾರೆ. ಆಯ್ಕೆ ಸಮಿತಿಯಿಂದ ಮುಖ್ಯ ನ್ಯಾಯಮೂರ್ತಿಯನ್ನು ಕೈಬಿಟ್ಟಿರುವುದನ್ನು ವಿಪಕ್ಷಗಳು ಪ್ರಶ್ನಿಸಿವೆ. ಸುಪ್ರೀಂ ಕೋರ್ಟ್ ತೀರ್ಪು ಬರುವವರೆಗೆ ನೇಮಕ ಮುಂದೂಡಬೇಕಿತ್ತು ಎಂದು ಕಾಂಗ್ರೆಸ್ ಒತ್ತಾಯಿಸಿದೆ. bbox=[340, 707, 590, 758]
masthead-date bbox=[780, 38, 925, 67]
orange-stripe bbox=[235, 33, 400, 73]
cec-rule bbox=[598, 210, 923, 211]
tesla-kicker: ಪ್ರಧಾನಿ ಮೋದಿ ಅಮೆರಿಕ ಪ್ರವಾಸದ ಫಲಶ್ರುತಿ bbox=[594, 1158, 748, 1171]
sign-line-2: NIRVACHAN SADAN bbox=[809, 407, 898, 416]
person-left-body bbox=[794, 702, 846, 808]
kiru-item-2 bbox=[22, 976, 204, 1192]
cancer-headline-2: ಮಹಿಳೆಯರಿಗೆ bbox=[784, 840, 833, 853]
cec-headline-1: ಜ್ಞಾನೇಶ್ ಕುಮಾರ್ bbox=[598, 218, 828, 261]
tesla-text-2: ಜತೆಗೆ, ಕೆಲವೇ ವರ್ಷ ಅವಧಿಯೊಳಗೆ ಸರ್ಕಾರದ 500 ಮಿಲಿಯನ್ ಡಾಲರ್ ಹೂಡಿಕೆ ಮಾಡಿದರೆ ಮತ್ತು ಸ್ಥಳೀಯ ಉತ್ಪಾದನೆ ಆರಂಭಿಸಿದರೆ ಆಮದು ಸುಂಕ ಶೇ. 15ಕ್ಕೆ ಇಳಿಕೆಯಾಗಲಿದೆ. bbox=[764, 1366, 923, 1391]
kerala-head: ಕೇರಳ ಸಹಕಾರಿ ಬ್ಯಾಂಕ್‌ನ ವ್ಯವಸ್ಥಾಪಕ ನಿರ್ದೇಶಕ bbox=[784, 527, 903, 551]
badge-line-1: ಸುದ್ದಿ bbox=[367, 348, 385, 361]
musk-divider bbox=[779, 826, 780, 1148]
rahul-head: ರಾಹುಲ್ ಗಾಂಧಿ ತಕರಾರು bbox=[423, 516, 507, 527]
day: ಬುಧವಾರ bbox=[838, 38, 867, 48]
yamuna-photo bbox=[212, 942, 362, 1012]
masthead-rule bbox=[20, 85, 925, 87]
musk-headline-1: ಉದ್ಯಮಿ ಎಲಾನ್ ಮಸ್ಕ್ bbox=[615, 827, 725, 843]
gujarat-rule bbox=[22, 636, 332, 637]
rahul-head-shape bbox=[536, 610, 562, 642]
kumbh-sub bbox=[416, 1296, 582, 1420]
ec-building-photo bbox=[784, 372, 923, 522]
registration-dots-right bbox=[820, 1432, 860, 1451]
tesla-story bbox=[594, 1158, 923, 1206]
kiru-label bbox=[62, 832, 108, 852]
yamuna-story bbox=[212, 826, 362, 862]
exam-headline-2: ಯಶಸ್ಸಿನ ರಹಸ್ಯ bbox=[22, 145, 189, 184]
tesla-headline: ಭಾರತದಲ್ಲಿ ಟೆಸ್ಲಾ ನೇಮಕಾತಿ bbox=[594, 1175, 812, 1203]
kumbh-sub-text: ಪಶ್ಚಿಮ ಬಂಗಾಳ ಮುಖ್ಯಮಂತ್ರಿ ಮಮತಾ ಬ್ಯಾನರ್ಜಿ ಮಹಾ ಕುಂಭ ಮೇಳವನ್ನು ಮೃತ್ಯು ಕುಂಭ ಎಂದು ಟೀಕಿಸಿದ್ದು, ಕಾಲ್ತುಳಿತ ದುರಂತದ ಬಳಿಕ ಸರಿಯಾದ ವ್ಯವಸ್ಥೆ ಮಾಡಿಲ್ಲ ಎಂದು ಆರೋಪಿಸಿದ್ದಾರೆ. ಬಿಜೆಪಿ ನಾಯಕರು ಈ ಹೇಳಿಕೆಯನ್ನು ಖಂಡಿಸಿದ್ದಾರೆ. bbox=[416, 1310, 582, 1335]
cancer-story bbox=[784, 826, 923, 868]
cancer-text: ಹೊಸದಿಲ್ಲಿ: ಮಹಿಳೆಯರ ಮೇಲೆ ಪರಿಣಾಮ ಬೀರುವ ಕ್ಯಾನ್ಸರ್ ವಿರುದ್ಧದ ಲಸಿಕೆ ಮುಂದಿನ ಐದರಿಂದ ಆರು ತಿಂಗಳಲ್ಲಿ ಲಭ್ಯವಾಗಲಿದ್ದು, 9 ರಿಂದ 16 ವರ್ಷದೊಳಗಿನ ಬಾಲಕಿಯರು ಲಸಿಕೆ ಪಡೆಯಲು ಅರ್ಹರಾಗಿರುತ್ತಾರೆ ಎಂದು ಕೇಂದ್ರ ಆರೋಗ್ಯ ರಾಜ್ಯ ಸಚಿವ ಪ್ರತಾಪ್‌ರಾವ್ ಜಾಧವ್ ತಿಳಿಸಿದ್ದಾರೆ. 30 ವರ್ಷ ಮೇಲ್ಪಟ್ಟ ಮಹಿಳೆಯರಿಗೆ ಆಸ್ಪತ್ರೆಗಳಲ್ಲಿ ತಪಾಸಣೆ ನಡೆಯಲಿದೆ. ಮಹಿಳೆಯರ ಮೇಲೆ ಪರಿಣಾಮ ಬೀರುವ ಕ್ಯಾನ್ಸರ್ ವಿರುದ್ಧದ ಲಸಿಕೆ ಮುಂದಿನ ಐದರಿಂದ ಆರು ತಿಂಗಳಲ್ಲಿ ಲಭ್ಯವಾಗಲಿದ್ದು, 9 ರಿಂದ 16 ವರ್ಷದೊಳಗಿನ ಬಾಲಕಿಯರು ಲಸಿಕೆ ಪಡೆಯಲು ಅರ್ಹರಾಗಿರುತ್ತಾರೆ ಎಂದು ಕೇಂದ್ರ ಆರೋಗ್ಯ ರಾಜ್ಯ ಸಚಿವ ಪ್ರತಾಪ್‌ರಾವ್ ಜಾಧವ್ ತಿಳಿಸಿದ್ದಾರೆ. 30 ವರ್ಷ ಮೇಲ್ಪಟ್ಟ ಮಹಿಳೆಯರಿಗೆ ಆಸ್ಪತ್ರೆಗಳಲ್ಲಿ ತಪಾಸಣೆ ನಡೆಯಲಿದೆ. bbox=[784, 874, 923, 977]
handshake-photo bbox=[792, 658, 923, 808]
page-number: ೦೨ bbox=[170, 58, 193, 82]
kumbh-story bbox=[212, 1158, 582, 1206]
bottom-rule bbox=[212, 1152, 923, 1153]
exam-story bbox=[22, 92, 327, 185]
next-box bbox=[598, 658, 788, 808]
gujarat-callout-text: ಒಂದು ಮಹಾನಗರ ಪಾಲಿಕೆ, 60 ನಗರ ಪಾಲಿಕೆಗಳಲ್ಲಿ ಗೆಲುವು bbox=[186, 682, 325, 690]
kiru-item-3 bbox=[22, 1218, 204, 1434]
book bbox=[373, 444, 528, 484]
registration-dots-left bbox=[90, 1432, 130, 1451]
cec-intro: ಕೇರಳ ಕೇಡರ್‌ನ 1988ರ ಬ್ಯಾಚ್ ಐಎಎಸ್ ಅಧಿಕಾರಿ ಜ್ಞಾನೇಶ್ ಕುಮಾರ್ ಅವರನ್ನು ಭಾರತದ ಚುನಾವಣಾ ಆಯೋಗದ 26ನೇ ಮುಖ್ಯ ಚುನಾವಣಾ ಆಯುಕ್ತರನ್ನಾಗಿ ನೇಮಿಸಲಾಗಿದೆ. ರಾಜೀವ್ ಕುಮಾರ್ ಅವರ ಅಧಿಕಾರಾವಧಿ ಕೊನೆಗೊಂಡ ಹಿನ್ನೆಲೆಯಲ್ಲಿ ಈ ನೇಮಕ ಮಾಡಲಾಗಿದೆ. ಜನವರಿ 26, 2029ರವರೆಗೆ ಸೇವೆ ಸಲ್ಲಿಸಲಿದ್ದಾರೆ. bbox=[598, 94, 923, 124]
sc-story bbox=[370, 826, 605, 864]
yamuna-headline-1: 3 ವರ್ಷದಲ್ಲಿ ಯಮುನಾ bbox=[212, 827, 323, 843]
tesla-box-text: ಚೀನಾದ 11 ದಶಲಕ್ಷ ಯೂನಿಟ್‌ಗಳಿಗೆ ಹೋಲಿಸಿದರೆ ಭಾರತದ ಎಲೆಕ್ಟ್ರಿಕ್ ವಾಹನ ಮಾರಾಟ ಕೇವಲ 100,000 ಯೂನಿಟ್‌ಗಳಷ್ಟಿದೆ. ಭಾರತದ ಒಟ್ಟು ಕಾರು ಮಾರಾಟದಲ್ಲಿ ಇವಿ ಪಾಲು ಶೇ. 2ಕ್ಕಿಂತ ಕಡಿಮೆ. bbox=[768, 1230, 919, 1255]
sc-text: ಹೊಸದಿಲ್ಲಿ: ಯೂಟ್ಯೂಬರ್ ರಣವೀರ್ ಅಲ್ಲಾಬಾದಿಯಾ ಅವರ ಅಶ್ಲೀಲ ಹೇಳಿಕೆ ಪ್ರಕರಣದ ವಿಚಾರಣೆ ನಡೆಸಿದ ಸುಪ್ರೀಂ ಕೋರ್ಟ್, ವಾಕ್ ಸ್ವಾತಂತ್ರ್ಯದ ಹೆಸರಿನಲ್ಲಿ ಸಮಾಜದ ಮೌಲ್ಯಗಳನ್ನು ಲಘುವಾಗಿ ಪರಿಗಣಿಸಬಾರದು ಎಂದು ಎಚ್ಚರಿಕೆ ನೀಡಿದೆ. ಬಂಧನದಿಂದ ಮಧ್ಯಂತರ ರಕ್ಷಣೆ ನೀಡಿರುವ ನ್ಯಾಯಾಲಯ, ಪಾಸ್‌ಪೋರ್ಟ್ ಒಪ್ಪಿಸುವಂತೆ ಸೂಚಿಸಿದೆ. ಯಾವುದೇ ಕಾರ್ಯಕ್ರಮ ಪ್ರಸಾರ ಮಾಡದಂತೆಯೂ ನಿರ್ಬಂಧ ವಿಧಿಸಿದೆ. ಯೂಟ್ಯೂಬರ್ ರಣವೀರ್ ಅಲ್ಲಾಬಾದಿಯಾ ಅವರ ಅಶ್ಲೀಲ ಹೇಳಿಕೆ ಪ್ರಕರಣದ ವಿಚಾರಣೆ ನಡೆಸಿದ ಸುಪ್ರೀಂ ಕೋರ್ಟ್, ವಾಕ್ ಸ್ವಾತಂತ್ರ್ಯದ ಹೆಸರಿನಲ್ಲಿ ಸಮಾಜದ ಮೌಲ್ಯಗಳನ್ನು ಲಘುವಾಗಿ ಪರಿಗಣಿಸಬಾರದು ಎಂದು ಎಚ್ಚರಿಕೆ ನೀಡಿದೆ. ಬಂಧನದಿಂದ ಮಧ್ಯಂತರ ರಕ್ಷಣೆ ನೀಡಿರುವ ನ್ಯಾಯಾಲಯ, ಪಾಸ್‌ಪೋರ್ಟ್ ಒಪ್ಪಿಸುವಂತೆ ಸೂಚಿಸಿದೆ. ಯಾವುದೇ ಕಾರ್ಯಕ್ರಮ ಪ್ರಸಾರ ಮಾಡದಂತೆಯೂ ನಿರ್ಬಂಧ ವಿಧಿಸಿದೆ. ಯೂಟ್ಯೂಬರ್ ರಣವೀರ್ ಅಲ್ಲಾಬಾದಿಯಾ ಅವರ ಅಶ್ಲೀಲ ಹೇಳಿಕೆ ಪ್ರಕರಣದ ವಿಚಾರಣೆ ನಡೆಸಿದ ಸುಪ್ರೀಂ ಕೋರ್ಟ್, ವಾಕ್ ಸ್ವಾತಂತ್ರ್ಯದ ಹೆಸರಿನಲ್ಲಿ ಸಮಾಜದ ಮೌಲ್ಯಗಳನ್ನು ಲಘುವಾಗಿ ಪರಿಗಣಿಸಬಾರದು ಎಂದು ಎಚ್ಚರಿಕೆ ನೀಡಿದೆ. ಬಂಧನದಿಂದ ಮಧ್ಯಂತರ ರಕ್ಷಣೆ ನೀಡಿರುವ ನ್ಯಾಯಾಲಯ, ಪಾಸ್‌ಪೋರ್ಟ್ ಒಪ್ಪಿಸುವಂತೆ ಸೂಚಿಸಿದೆ. ಯಾವುದೇ ಕಾರ್ಯಕ್ರಮ ಪ್ರಸಾರ ಮಾಡದಂತೆಯೂ ನಿರ್ಬಂಧ ವಿಧಿಸಿದೆ. bbox=[370, 868, 605, 971]
rahul-photo bbox=[510, 600, 590, 688]
tesla-text: ಹೊಸದಿಲ್ಲಿ: ಎಲೆಕ್ಟ್ರಿಕ್ ವಾಹನ ತಯಾರಿಕಾ ಕಂಪನಿ ಟೆಸ್ಲಾ ಭಾರತದಲ್ಲಿ ನೇಮಕಾತಿ ಪ್ರಕ್ರಿಯೆ ಆರಂಭಿಸಿದ್ದು, ಮುಂಬೈ ಮತ್ತು ದೆಹಲಿಯಲ್ಲಿ 13 ಹುದ್ದೆಗಳಿಗೆ ಅರ್ಜಿ ಆಹ್ವಾನಿಸಿದೆ. ಪ್ರಧಾನಿ ನರೇಂದ್ರ ಮೋದಿ ಮತ್ತು ಎಲಾನ್ ಮಸ್ಕ್ ಭೇಟಿಯ ಬೆನ್ನಲ್ಲೇ ಈ ಬೆಳವಣಿಗೆ ನಡೆದಿದೆ. ಆಮದು ಸುಂಕ ಕಡಿತದ ಬಳಿಕ ಟೆಸ್ಲಾ ಭಾರತಕ್ಕೆ ಪ್ರವೇಶಿಸಲು ಸಿದ್ಧತೆ ನಡೆಸಿದೆ. ಆಮದು ಸುಂಕ ಕಡಿತ: ಜತೆಗೆ, ಕೆಲವೇ ವರ್ಷ ಅವಧಿಯೊಳಗೆ ಸರ್ಕಾರದ 500 ಮಿಲಿಯನ್ ಡಾಲರ್ ಹೂಡಿಕೆ ಮಾಡಿದರೆ ಮತ್ತು ಸ್ಥಳೀಯ ಉತ್ಪಾದನೆ ಆರಂಭಿಸಿದರೆ ಆಮದು ಸುಂಕ ಶೇ. 15ಕ್ಕೆ ಇಳಿಕೆಯಾಗಲಿದೆ. bbox=[594, 1212, 759, 1281]
cec-photo bbox=[340, 244, 588, 512]
kiru-label-a: ಕಿರು bbox=[62, 832, 84, 851]
tesla-sub-label: ಆಮದು ಸುಂಕ ಕಡಿತ: bbox=[602, 1255, 647, 1263]
date: 19 ಫೆಬ್ರವರಿ 2025 bbox=[820, 48, 885, 58]
kumbh-headline: 55 ಕೋಟಿ ಭಕ್ತರಿಂದ ಪುಣ್ಯಸ್ನಾನ bbox=[212, 1174, 487, 1204]
kiru-item-head: ಭಾರತದಲ್ಲಿ ಐಸ್ ಬ್ರೇಕರ್ ಕ್ಷಿಪಣಿ ತಯಾರಿಗೆ ಒಪ್ಪಂದ bbox=[29, 977, 197, 988]
next-head: ಮುಂದೇನು? bbox=[602, 662, 648, 675]
kiru-item-text: ಹೊಸದಿಲ್ಲಿ: ರೈಲು ಪ್ಲಾಟ್‌ಫಾರ್ಮ್ 12 ಮತ್ತು 16ರಿಂದ ಹೊರಡುವ ರೈಲುಗಳ ಬಗ್ಗೆ ಏಕಕಾಲದಲ್ಲಿ ಘೋಷಣೆ ಮಾಡಿದ್ದು ನವದೆಹಲಿ ರೈಲು ನಿಲ್ದಾಣದಲ್ಲಿ ಕಾಲ್ತುಳಿತಕ್ಕೆ ಕಾರಣವಾಯಿತು ಎಂದು ಪ್ರಾಥಮಿಕ ತನಿಖೆಯಿಂದ ತಿಳಿದುಬಂದಿದೆ. ರೈಲು ಪ್ಲಾಟ್‌ಫಾರ್ಮ್ 12 ಮತ್ತು 16ರಿಂದ ಹೊರಡುವ ರೈಲುಗಳ ಬಗ್ಗೆ ಏಕಕಾಲದಲ್ಲಿ ಘೋಷಣೆ ಮಾಡಿದ್ದು ನವದೆಹಲಿ ರೈಲು ನಿಲ್ದಾಣದಲ್ಲಿ ಕಾಲ್ತುಳಿತಕ್ಕೆ ಕಾರಣವಾಯಿತು ಎಂದು ಪ್ರಾಥಮಿಕ ತನಿಖೆಯಿಂದ ತಿಳಿದುಬಂದಿದೆ. bbox=[22, 880, 204, 931]
gujarat-headline: ಗುಜರಾತ್‌ನಲ್ಲಿ ಮತ್ತೆ ಗೆದ್ದ ಬಿಜೆಪಿ bbox=[22, 643, 276, 671]
kiru-divider bbox=[207, 826, 208, 1426]
paper-name: ಹೊಸದಿಗಂತ bbox=[68, 36, 142, 57]
tesla-box-head: ಭಾರತದ ಇವಿ ಮಾರುಕಟ್ಟೆ bbox=[768, 1216, 850, 1227]
cec-pink-right-text: ಕುಮಾರ್, ಐಐಟಿ ಕಾನ್ಪುರದಿಂದ ಸಿವಿಲ್ ಇಂಜಿನಿಯರಿಂಗ್‌ನಲ್ಲಿ ಬಿಟೆಕ್ ಪದವಿ ಪಡೆದಿದ್ದಾರೆ. ಹಾರ್ವರ್ಡ್ ವಿಶ್ವವಿದ್ಯಾಲಯದಲ್ಲಿ ಪರಿಸರ ಅರ್ಥಶಾಸ್ತ್ರ ವ್ಯಾಸಂಗ ಮಾಡಿದ್ದಾರೆ. bbox=[480, 110, 584, 143]
sc-headline-1: ಸಮಾಜವನ್ನು ಲಘುವಾಗಿ bbox=[370, 826, 487, 844]
kumbh-divider bbox=[588, 1158, 589, 1426]
cec-pink-left-text: ಕೇಂದ್ರ ಚುನಾವಣಾ ಆಯುಕ್ತರು ಮತ್ತು ಇತರ ಚುನಾವಣಾ ಆಯುಕ್ತರ ನೇಮಕ, ಸೇವಾ ಷರತ್ತುಗಳು ಮತ್ತು ಅಧಿಕಾರಾವಧಿ ಕಾಯ್ದೆ 2023 ಅಡಿಯಲ್ಲಿ ಮೊದಲ ಬಾರಿಗೆ ಮುಖ್ಯ ಚುನಾವಣಾ ಆಯುಕ್ತರ ನೇಮಕ ನಡೆದಿದೆ. bbox=[347, 138, 473, 171]
musk-headline-2: ಡೋಜ್ ಉದ್ಯೋಗಿಯಲ್ಲ bbox=[615, 845, 728, 861]
kerala-story bbox=[784, 526, 923, 660]
registration-dots-center bbox=[450, 1432, 490, 1451]
tagline: ರಾಷ್ಟ್ರಜಾಗೃತಿಯ ದೈನಿಕ bbox=[100, 60, 144, 67]
next-text: ಸುಪ್ರೀಂ ಕೋರ್ಟ್ ಫೆಬ್ರವರಿ 19ರಂದು ಈ ಕಾನೂನಿನ ಸಿಂಧುತ್ವ ಪ್ರಶ್ನಿಸಿದ ಅರ್ಜಿಗಳ ವಿಚಾರಣೆ ನಡೆಸಲಿದೆ. ಮಾಜಿ ಚುನಾವಣಾ ಆಯುಕ್ತ ವಿವೇಕ್ ಜೋಷಿ ಅವರನ್ನು ನೂತನ ಚುನಾವಣಾ ಆಯುಕ್ತರಾಗಿ ನೇಮಿಸಲಾಗಿದೆ. ಜ್ಞಾನೇಶ್ ಕುಮಾರ್ ಅವರು ಕೇರಳದಲ್ಲಿ ಎರ್ನಾಕುಲಂ ಸಹಾಯಕ ಜಿಲ್ಲಾಧಿಕಾರಿ, ಅಡೂರ್ ಉಪ ಜಿಲ್ಲಾಧಿಕಾರಿ ಹಾಗೂ ಕೇರಳ ರಾಜ್ಯ ಸಹಕಾರಿ ಬ್ಯಾಂಕ್‌ನ ವ್ಯವಸ್ಥಾಪಕ ನಿರ್ದೇಶಕರಾಗಿಯೂ ಸೇವೆ ಸಲ್ಲಿಸಿದ್ದಾರೆ. ಸುಪ್ರೀಂ ಕೋರ್ಟ್ ಫೆಬ್ರವರಿ 19ರಂದು ಈ ಕಾನೂನಿನ ಸಿಂಧುತ್ವ ಪ್ರಶ್ನಿಸಿದ ಅರ್ಜಿಗಳ ವಿಚಾರಣೆ ನಡೆಸಲಿದೆ. ಮಾಜಿ ಚುನಾವಣಾ ಆಯುಕ್ತ ವಿವೇಕ್ ಜೋಷಿ ಅವರನ್ನು ನೂತನ ಚುನಾವಣಾ ಆಯುಕ್ತರಾಗಿ ನೇಮಿಸಲಾಗಿದೆ. bbox=[602, 679, 784, 757]
cancer-headline-3: ಕ್ಯಾನ್ಸರ್ ಲಸಿಕೆ: ಕೇಂದ್ರ bbox=[784, 854, 863, 867]
ec-sign bbox=[788, 380, 919, 510]
cec-home-head: ಗೃಹ ಸಚಿವಾಲಯದಲ್ಲಿ ಹಲವು ವರ್ಷಗಳ ಸೇವೆ bbox=[614, 319, 762, 330]
opp-head: ವಿಪಕ್ಷಗಳ ಬೇಡಿಕೆ ಏನು? bbox=[425, 692, 505, 703]
exam-subhead-3: ತಾಳ್ಮೆಯೇ ಕಾರ್ಯೋತ್ಸಾಹ: bbox=[30, 460, 83, 468]
cec-pink-right-head: ಶಿಕ್ಷಣ bbox=[480, 96, 497, 106]
